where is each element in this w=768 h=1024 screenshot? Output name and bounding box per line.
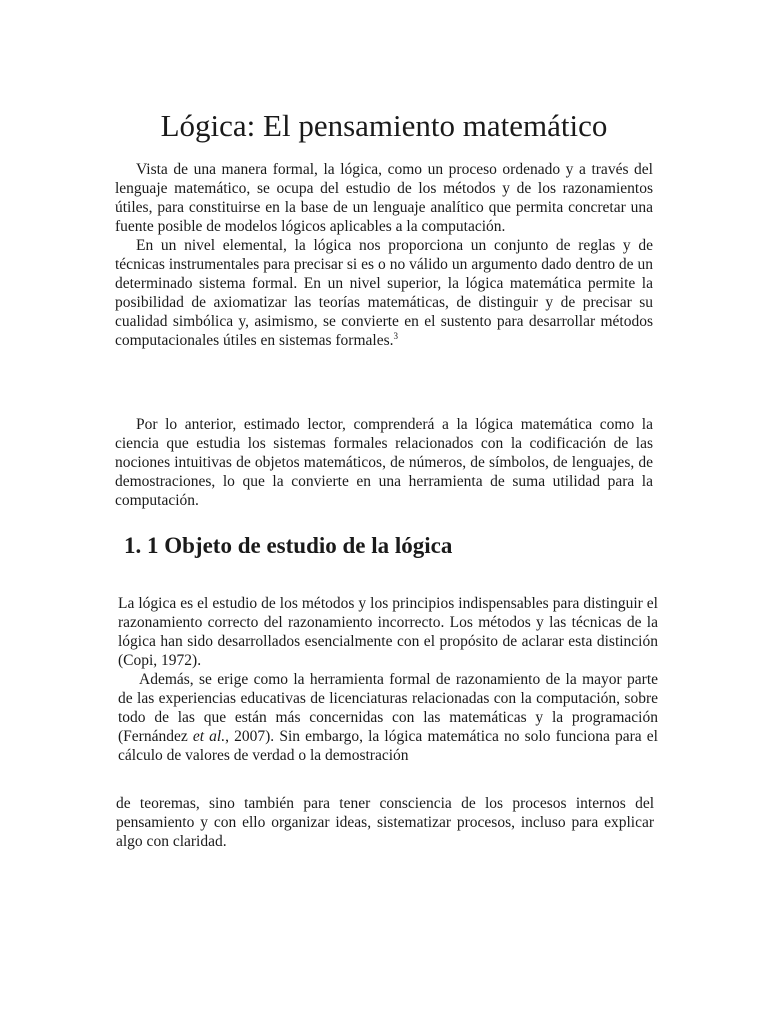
- intro-paragraph-2: [115, 236, 653, 350]
- section-paragraph-2: [118, 670, 658, 765]
- section-paragraph-1: La lógica es el estudio de los métodos y los principios indispensables para distinguir el razonamiento correcto del razonamiento incorrecto. Los métodos y las técnicas de la lógica han sido desarrollados esencialmente con el propósito de aclarar esta distinción (Copi, 1972).: [118, 595, 658, 669]
- page-title: Lógica: El pensamiento matemático: [160, 108, 608, 143]
- citation-et-al: et al.: [192, 728, 226, 745]
- section-paragraphs: [118, 594, 658, 765]
- section-paragraph-3: de teoremas, sino también para tener consciencia de los procesos internos del pensamiento y con ello organizar ideas, sistematizar procesos, incluso para explicar algo con claridad.: [116, 795, 654, 850]
- intro-paragraph-1: Vista de una manera formal, la lógica, como un proceso ordenado y a través del lenguaje matemático, se ocupa del estudio de los métodos y de los razonamientos útiles, para constituirse en la base de un lenguaje analítico que permita concretar una fuente posible de modelos lógicos aplicables a la computación.: [115, 161, 653, 235]
- section-continuation: [116, 794, 654, 851]
- section-paragraph-2-text-b: , 2007). Sin embargo, la lógica matemática no solo funciona para el cálculo de valores de verdad o la demostración: [118, 728, 658, 764]
- intro-paragraphs: [115, 160, 653, 350]
- section-heading: 1. 1 Objeto de estudio de la lógica: [124, 533, 453, 558]
- intro-paragraph-3: Por lo anterior, estimado lector, comprenderá a la lógica matemática como la ciencia que estudia los sistemas formales relacionados con la codificación de las nociones intuitivas de objetos matemáticos, de números, de símbolos, de lenguajes, de demostraciones, lo que la convierte en una herramienta de suma utilidad para la computación.: [115, 416, 653, 509]
- footnote-marker: 3: [393, 330, 398, 341]
- section-paragraph-2-text-a: Además, se erige como la herramienta formal de razonamiento de la mayor parte de las experiencias educativas de licenciaturas relacionadas con la computación, sobre todo de las que están más concernidas con las matemáticas y la programación (Fernández: [118, 671, 658, 745]
- intro-paragraph-2-text: En un nivel elemental, la lógica nos proporciona un conjunto de reglas y de técnicas instrumentales para precisar si es o no válido un argumento dado dentro de un determinado sistema formal. En un nivel superior, la lógica matemática permite la posibilidad de axiomatizar las teorías matemáticas, de distinguir y de precisar su cualidad simbólica y, asimismo, se convierte en el sustento para desarrollar métodos computacionales útiles en sistemas formales.: [115, 237, 653, 349]
- intro-paragraph-3-block: [115, 415, 653, 510]
